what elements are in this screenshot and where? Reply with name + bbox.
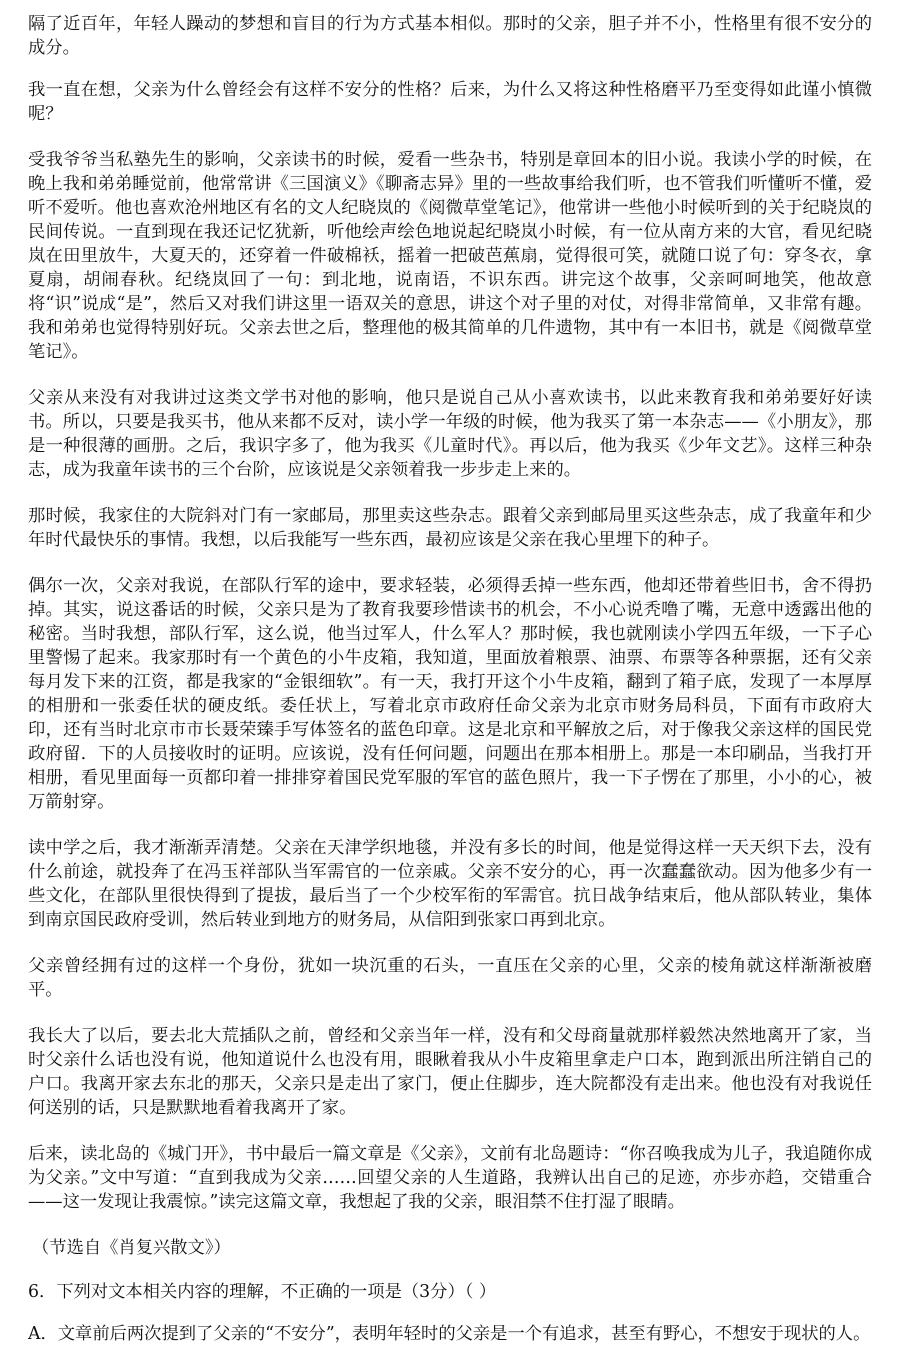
- article-paragraph-6: 偶尔一次，父亲对我说，在部队行军的途中，要求轻装，必须得丢掉一些东西，他却还带着些旧书，舍不得扔掉。其实，说这番话的时候，父亲只是为了教育我要珍惜读书的机会，不小心说秃噜了嘴，无意中透露出他的秘密。当时我想，部队行军，这么说，他当过军人，什么军人？那时候，我也就刚读小学四五年级，一下子心里警惕了起来。我家那时有一个黄色的小牛皮箱，我知道，里面放着粮票、油票、布票等各种票据，还有父亲每月发下来的江资，都是我家的“金银细软”。有一天，我打开这个小牛皮箱，翻到了箱子底，发现了一本厚厚的相册和一张委任状的硬皮纸。委任状上，写着北京市政府任命父亲为北京市财务局科员，下面有市政府大印，还有当时北京市市长聂荣臻手写体签名的蓝色印章。这是北京和平解放之后，对于像我父亲这样的国民党政府留．下的人员接收时的证明。应该说，没有任何问题，问题出在那本相册上。那是一本印刷品，当我打开相册，看见里面每一页都印着一排排穿着国民党军服的军官的蓝色照片，我一下子愣在了那里，小小的心，被万箭射穿。: [28, 576, 872, 812]
- article-paragraph-2: 我一直在想，父亲为什么曾经会有这样不安分的性格？后来，为什么又将这种性格磨平乃至变得如此谨小慎微呢？: [28, 80, 872, 124]
- question-option-a: A．文章前后两次提到了父亲的“不安分”，表明年轻时的父亲是一个有追求，甚至有野心，不想安于现状的人。: [28, 1324, 871, 1344]
- article-paragraph-3: 受我爷爷当私塾先生的影响，父亲读书的时候，爱看一些杂书，特别是章回本的旧小说。我读小学的时候，在晚上我和弟弟睡觉前，他常常讲《三国演义》《聊斋志异》里的一些故事给我们听，也不管我们听懂听不懂，爱听不爱听。他也喜欢沧州地区有名的文人纪晓岚的《阅微草堂笔记》，他常讲一些他小时候听到的关于纪晓岚的民间传说。一直到现在我还记忆犹新，听他绘声绘色地说起纪晓岚小时候，有一位从南方来的大官，看见纪晓岚在田里放牛，大夏天的，还穿着一件破棉袄，摇着一把破芭蕉扇，觉得很可笑，就随口说了句：穿冬衣，拿夏扇，胡闹春秋。纪绕岚回了一句：到北地，说南语，不识东西。讲完这个故事，父亲呵呵地笑，他故意将“识”说成“是”，然后又对我们讲这里一语双关的意思，讲这个对子里的对仗，对得非常简单，又非常有趣。我和弟弟也觉得特别好玩。父亲去世之后，整理他的极其简单的几件遗物，其中有一本旧书，就是《阅微草堂笔记》。: [28, 150, 872, 362]
- article-source: （节选自《肖复兴散文》）: [32, 1238, 231, 1258]
- article-paragraph-9: 我长大了以后，要去北大荒插队之前，曾经和父亲当年一样，没有和父母商量就那样毅然决然地离开了家，当时父亲什么话也没有说，他知道说什么也没有用，眼瞅着我从小牛皮箱里拿走户口本，跑到派出所注销自己的户口。我离开家去东北的那天，父亲只是走出了家门，便止住脚步，连大院都没有走出来。他也没有对我说任何送别的话，只是默默地看着我离开了家。: [28, 1026, 872, 1118]
- article-paragraph-5: 那时候，我家住的大院斜对门有一家邮局，那里卖这些杂志。跟着父亲到邮局里买这些杂志，成了我童年和少年时代最快乐的事情。我想，以后我能写一些东西，最初应该是父亲在我心里埋下的种子。: [28, 506, 872, 550]
- article-paragraph-1: 隔了近百年，年轻人躁动的梦想和盲目的行为方式基本相似。那时的父亲，胆子并不小，性格里有很不安分的成分。: [28, 14, 872, 58]
- question-stem: 6．下列对文本相关内容的理解，不正确的一项是（3分）（ ）: [28, 1282, 497, 1302]
- article-paragraph-4: 父亲从来没有对我讲过这类文学书对他的影响，他只是说自己从小喜欢读书，以此来教育我和弟弟要好好读书。所以，只要是我买书，他从来都不反对，读小学一年级的时候，他为我买了第一本杂志——《小朋友》，那是一种很薄的画册。之后，我识字多了，他为我买《儿童时代》。再以后，他为我买《少年文艺》。这样三种杂志，成为我童年读书的三个台阶，应该说是父亲领着我一步步走上来的。: [28, 388, 872, 480]
- article-paragraph-10: 后来，读北岛的《城门开》，书中最后一篇文章是《父亲》，文前有北岛题诗：“你召唤我成为儿子，我追随你成为父亲。”文中写道：“直到我成为父亲……回望父亲的人生道路，我辨认出自己的足迹，亦步亦趋，交错重合——这一发现让我震惊。”读完这篇文章，我想起了我的父亲，眼泪禁不住打湿了眼睛。: [28, 1144, 872, 1212]
- article-paragraph-7: 读中学之后，我才渐渐弄清楚。父亲在天津学织地毯，并没有多长的时间，他是觉得这样一天天织下去，没有什么前途，就投奔了在冯玉祥部队当军需官的一位亲戚。父亲不安分的心，再一次蠢蠢欲动。因为他多少有一些文化，在部队里很快得到了提拔，最后当了一个少校军衔的军需官。抗日战争结束后，他从部队转业，集体到南京国民政府受训，然后转业到地方的财务局，从信阳到张家口再到北京。: [28, 838, 872, 930]
- article-paragraph-8: 父亲曾经拥有过的这样一个身份，犹如一块沉重的石头，一直压在父亲的心里，父亲的棱角就这样渐渐被磨平。: [28, 956, 872, 1000]
